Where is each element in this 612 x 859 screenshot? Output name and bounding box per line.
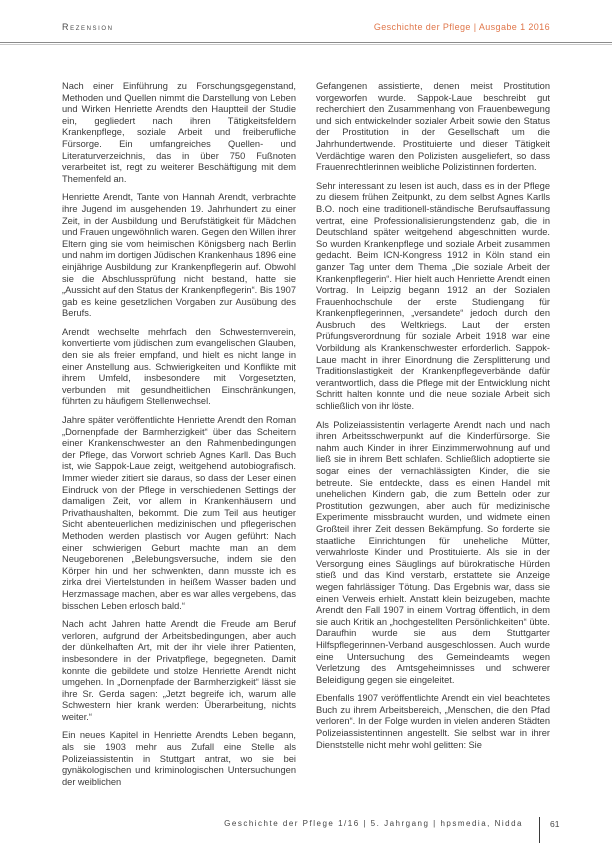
page-header [0,0,612,32]
article-body [0,45,612,795]
left-column [62,81,296,795]
paragraph: Nach einer Einführung zu Forschungsgegenstand, Methoden und Quellen nimmt die Darstellung von Leben und Wirken Henriette Arendts den Hauptteil der Studie ein, gegliedert nach ihren Tätigkeitsfeldern Krankenpflege, soziale Arbeit und freiberufliche Fürsorge. Ein umfangreiches Quellen- und Literaturverzeichnis, das in über 750 Fußnoten verarbeitet ist, regt zu weiterer Beschäftigung mit dem Themenfeld an. [62,81,296,184]
footer-journal-info: Geschichte der Pflege 1/16 | 5. Jahrgang | hpsmedia, Nidda [224,819,523,828]
paragraph: Jahre später veröffentlichte Henriette Arendt den Roman „Dornenpfade der Barmherzigkeit“ über das Scheitern einer Krankenschwester an den Rahmenbedingungen der Pflege, das Vorwort schrieb Agnes Karll. Das Buch ist, wie Sappok-Laue zeigt, weitgehend autobiografisch. Immer wieder zitiert sie daraus, so dass der Leser einen Eindruck von der Pflege in verschiedenen Settings der damaligen Zeit, vor allem in Krankenhäusern und Privathaushalten, bekommt. Die zum Teil aus heutiger Sicht abenteuerlichen medizinischen und pflegerischen Methoden werden plastisch vor Augen geführt: Nach einer schwierigen Geburt machte man an dem Neugeborenen „Belebungsversuche, indem sie den Körper hin und her schwenkten, dann musste ich es zirka drei Viertelstunden in heißem Wasser baden und Herzmassage machen, aber es war alles vergebens, das bisschen Leben erlosch bald.“ [62,415,296,611]
paragraph: Ein neues Kapitel in Henriette Arendts Leben begann, als sie 1903 mehr aus Zufall eine Stelle als Polizeiassistentin in Stuttgart antrat, wo sie bei gynäkologischen und kriminologischen Untersuchungen der weiblichen [62,730,296,787]
paragraph: Henriette Arendt, Tante von Hannah Arendt, verbrachte ihre Jugend im ausgehenden 19. Jahrhundert zu einer Zeit, in der Ausbildung und Berufstätigkeit für Mädchen und Frauen ungewöhnlich waren. Gegen den Willen ihrer Eltern ging sie vom heimischen Königsberg nach Berlin und nahm im dortigen Jüdischen Krankenhaus 1896 eine einjährige Ausbildung zur Krankenpflegerin auf. Obwohl sie die Abschlussprüfung nicht bestand, hatte sie „Aussicht auf den Status der Krankenpflegerin“. Bis 1907 gab es keine gesetzlichen Vorgaben zur Ausübung des Berufs. [62,192,296,319]
paragraph: Als Polizeiassistentin verlagerte Arendt nach und nach ihren Arbeitsschwerpunkt auf die Kinderfürsorge. Sie nahm auch Kinder in ihrer Einzimmerwohnung auf und ließ sie in ihrem Bett schlafen. Schließlich adoptierte sie sogar eines der vernachlässigten Kinder, die sie betreute. Sie entdeckte, dass es einen Handel mit unehelichen Kindern gab, die zum Betteln oder zur Prostitution gezwungen, aber auch für medizinische Experimente missbraucht wurden, und widmete einen Großteil ihrer Zeit dessen Bekämpfung. So forderte sie staatliche Einrichtungen für uneheliche Mütter, verwahrloste Kinder und Prostituierte. Als sie in der Versorgung eines Säuglings auf bürokratische Hürden stieß und das Kind verstarb, erstattete sie Anzeige wegen fahrlässiger Tötung. Das Ergebnis war, dass sie einen Verweis erhielt. Anstatt klein beizugeben, machte Arendt den Fall 1907 in einem Vortrag öffentlich, in dem sie auch Kritik an „hochgestellten Persönlichkeiten“ übte. Daraufhin wurde sie aus dem Stuttgarter Hilfspflegerinnen-Verband ausgeschlossen. Auch wurde eine Untersuchung des Gemeindeamts wegen Verletzung des Amtsgeheimnisses und schwerer Beleidigung gegen sie eingeleitet. [316,419,550,685]
paragraph: Ebenfalls 1907 veröffentlichte Arendt ein viel beachtetes Buch zu ihrem Arbeitsbereich, „Menschen, die den Pfad verloren“. In der Folge wurden in vielen anderen Städten Polizeiassistentinnen angestellt. Sie selbst war in ihrer Dienststelle nicht mehr wohl gelitten: Sie [316,693,550,750]
page-footer [0,817,612,845]
footer-divider [539,817,540,843]
paragraph: Gefangenen assistierte, denen meist Prostitution vorgeworfen wurde. Sappok-Laue beschreibt gut recherchiert den Zusammenhang von Frauenbewegung und sich entwickelnder sozialer Arbeit sowie den Status der Prostitution in der Gesellschaft um die Jahrhundertwende. Prostituierte und dieser Tätigkeit Verdächtige waren den Polizisten ausgeliefert, so dass Frauenrechtlerinnen weibliche Polizistinnen forderten. [316,81,550,173]
right-column [316,81,550,795]
section-label: Rezension [62,22,114,32]
page-number: 61 [550,819,560,829]
paragraph: Arendt wechselte mehrfach den Schwesternverein, konvertierte vom jüdischen zum evangelischen Glauben, den sie als freier empfand, und hielt es nicht lange in einer Anstellung aus. Schwierigkeiten und Konflikte mit ihrem Umfeld, insbesondere mit Vorgesetzten, verbunden mit gesundheitlichen Einschränkungen, führten zu häufigem Stellenwechsel. [62,326,296,407]
paragraph: Sehr interessant zu lesen ist auch, dass es in der Pflege zu diesem frühen Zeitpunkt, zu dem selbst Agnes Karlls B.O. noch eine traditionell-ständische Berufsauffassung vertrat, eine Professionalisierungstendenz gab, die in Deutschland später weitgehend abgeschnitten wurde. So wurden Krankenpflege und soziale Arbeit zusammen gedacht. Beim ICN-Kongress 1912 in Köln stand ein ganzer Tag unter dem Thema „Die soziale Arbeit der Krankenpflegerin“. Hier hielt auch Henriette Arendt einen Vortrag. In Leipzig begann 1912 an der Sozialen Frauenhochschule der erste Studiengang für Krankenpflegerinnen, „versandete“ jedoch durch den Ausbruch des Weltkriegs. Laut der ersten Prüfungsverordnung für soziale Arbeit 1918 war eine Vorbildung als Krankenschwester erforderlich. Sappok-Laue macht in ihrer Einordnung die Zersplitterung und Traditionslastigkeit der Krankenpflegeverbände dafür verantwortlich, dass die Pflege mit der Entwicklung nicht Schritt halten konnte und die neue soziale Arbeit sich schließlich von ihr löste. [316,180,550,412]
issue-label: Geschichte der Pflege | Ausgabe 1 2016 [373,22,550,32]
paragraph: Nach acht Jahren hatte Arendt die Freude am Beruf verloren, aufgrund der Arbeitsbedingungen, aber auch der dünkelhaften Art, mit der ihr viele ihrer Patienten, insbesondere in der Privatpflege, begegneten. Damit konnte die gebildete und stolze Henriette Arendt nicht umgehen. In „Dornenpfade der Barmherzigkeit“ lässt sie ihre Sr. Gerda sagen: „Jetzt begreife ich, warum alle Schwestern hier krank werden: Überarbeitung, nichts weiter.“ [62,619,296,722]
